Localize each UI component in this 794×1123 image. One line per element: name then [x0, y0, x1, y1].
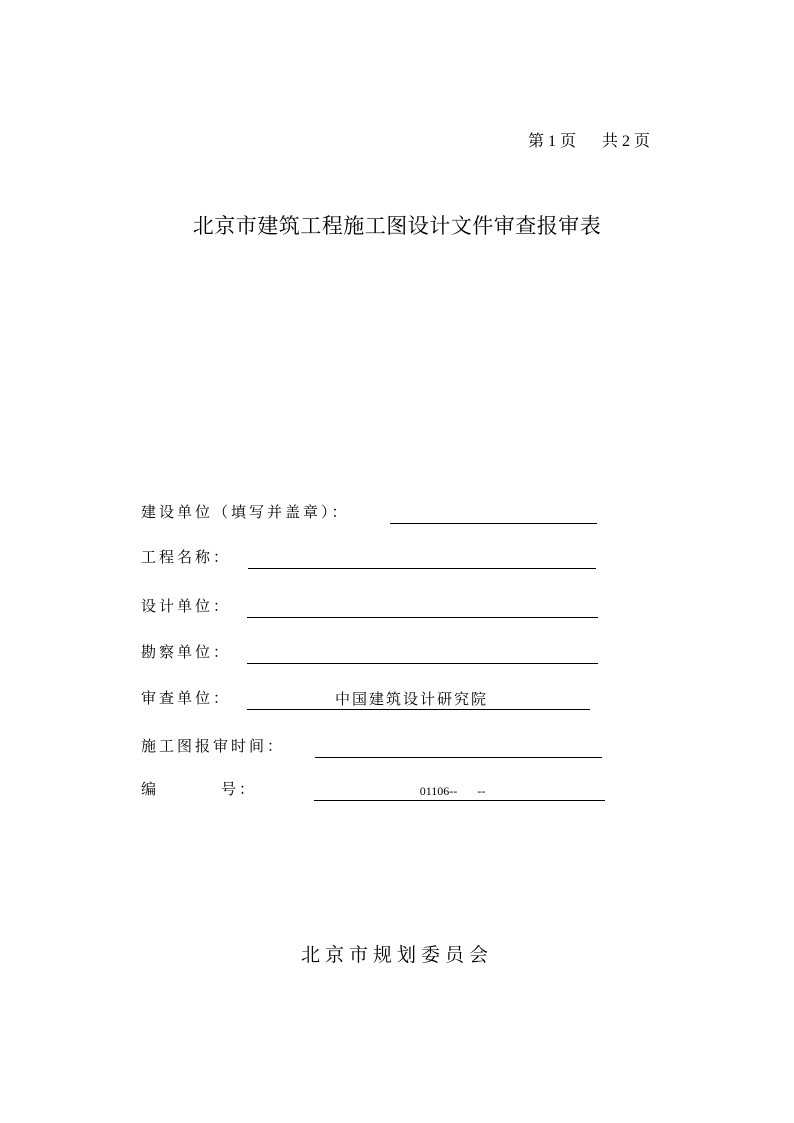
submission-time-input[interactable] — [315, 735, 602, 758]
serial-number-value: 01106-- -- — [419, 784, 486, 798]
page-number — [528, 128, 650, 151]
project-name-label: 工程名称： — [141, 548, 232, 566]
document-title: 北京市建筑工程施工图设计文件审查报审表 — [192, 214, 602, 238]
review-unit-value: 中国建筑设计研究院 — [334, 690, 488, 708]
project-name-input[interactable] — [248, 546, 596, 569]
issuing-committee: 北京市规划委员会 — [300, 944, 493, 966]
design-unit-label: 设计单位： — [141, 597, 232, 615]
total-pages: 共 2 页 — [602, 133, 651, 150]
design-unit-input[interactable] — [247, 595, 598, 618]
construction-unit-label: 建设单位（填写并盖章）： — [141, 503, 350, 521]
survey-unit-label: 勘察单位： — [141, 643, 232, 661]
submission-time-label: 施工图报审时间： — [141, 737, 286, 755]
current-page: 第 1 页 — [528, 133, 577, 150]
review-unit-label: 审查单位： — [141, 689, 232, 707]
serial-number-label: 编 号： — [141, 780, 258, 798]
review-unit-input[interactable] — [247, 687, 590, 710]
survey-unit-input[interactable] — [247, 641, 598, 664]
construction-unit-input[interactable] — [390, 501, 597, 524]
serial-number-input[interactable] — [314, 778, 605, 801]
